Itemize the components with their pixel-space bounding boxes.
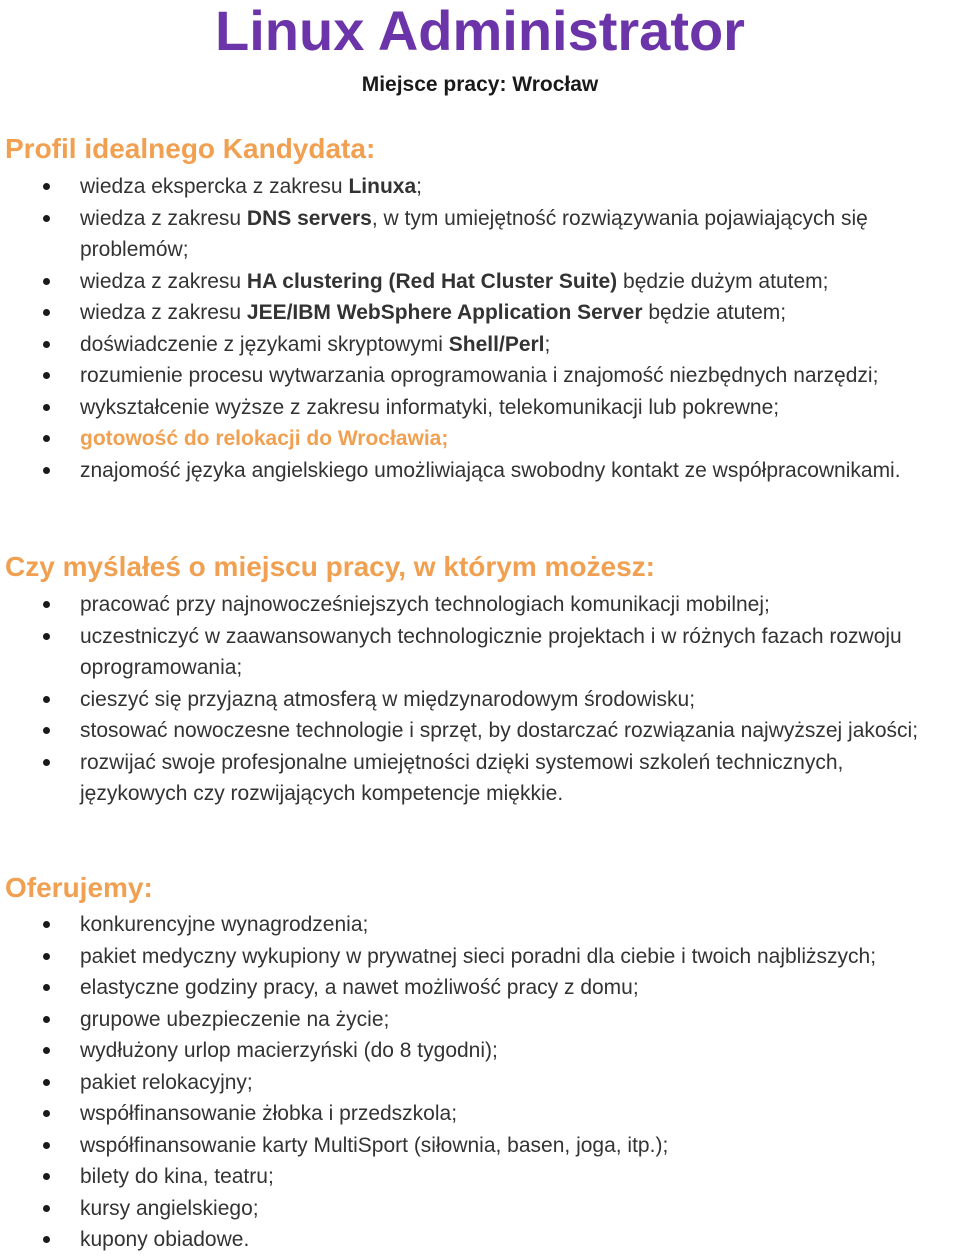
text-run: wiedza z zakresu	[80, 301, 247, 324]
emphasized-term: Shell/Perl	[448, 332, 545, 356]
text-run: wiedza z zakresu	[80, 206, 247, 230]
bullet-icon	[43, 309, 50, 316]
text-run: wydłużony urlop macierzyński (do 8 tygodni);	[80, 1039, 498, 1062]
list-item-text	[80, 1197, 259, 1220]
list-item-text	[80, 1228, 249, 1251]
section-heading-we-offer: Oferujemy:	[5, 872, 153, 903]
bullet-icon	[43, 215, 50, 222]
text-run: współfinansowanie żłobka i przedszkola;	[80, 1102, 458, 1125]
text-run: pakiet medyczny wykupiony w prywatnej sieci poradni dla ciebie i twoich najbliższych;	[80, 944, 877, 968]
list-item-text	[80, 427, 448, 450]
text-run: stosować nowoczesne technologie i sprzęt, by dostarczać rozwiązania najwyższej jakości;	[80, 719, 919, 742]
job-location: Miejsce pracy: Wrocław	[361, 73, 599, 96]
text-run: będzie atutem;	[642, 301, 787, 324]
list-item-text	[80, 1008, 389, 1031]
list-item-text	[80, 1165, 274, 1188]
emphasized-term: JEE/IBM WebSphere Application Server	[246, 301, 643, 324]
list-item	[0, 909, 960, 941]
text-run: gotowość do relokacji do Wrocławia;	[80, 427, 449, 450]
text-run: pakiet relokacyjny;	[80, 1070, 253, 1094]
bullet-icon	[43, 953, 50, 960]
list-item-text	[80, 688, 695, 711]
list-item-text	[80, 1134, 668, 1157]
list-item-text	[80, 625, 902, 680]
list-item-text	[80, 301, 786, 324]
list-item	[0, 171, 960, 203]
list-item-text	[80, 1071, 253, 1094]
list-item-text	[80, 1039, 498, 1062]
bullet-icon	[43, 372, 50, 379]
text-run: pracować przy najnowocześniejszych technologiach komunikacji mobilnej;	[80, 593, 770, 616]
list-item	[0, 203, 960, 266]
text-run: rozumienie procesu wytwarzania oprogramowania i znajomość niezbędnych narzędzi;	[80, 364, 879, 387]
text-run: elastyczne godziny pracy, a nawet możliwość pracy z domu;	[80, 976, 639, 999]
bullet-icon	[43, 921, 50, 928]
list-item-text	[80, 396, 779, 419]
text-run: wiedza z zakresu	[80, 269, 247, 293]
text-run: , w tym umiejętność rozwiązywania pojawiających się problemów;	[80, 206, 868, 261]
text-run: kursy angielskiego;	[80, 1196, 259, 1220]
bullet-icon	[43, 633, 50, 640]
section-heading-candidate-profile: Profil idealnego Kandydata:	[5, 133, 376, 164]
list-item	[0, 1224, 960, 1256]
list-item-text	[80, 751, 843, 806]
list-item	[0, 329, 960, 361]
list-item	[0, 715, 960, 747]
emphasized-term: Linuxa	[348, 175, 417, 198]
section-heading-workplace: Czy myślałeś o miejscu pracy, w którym możesz:	[5, 551, 655, 582]
list-item	[0, 589, 960, 621]
text-run: bilety do kina, teatru;	[80, 1165, 274, 1188]
list-item	[0, 941, 960, 973]
list-item-text	[80, 364, 878, 387]
bullet-icon	[43, 1173, 50, 1180]
list-item	[0, 747, 960, 810]
text-run: kupony obiadowe.	[80, 1228, 250, 1251]
bullet-icon	[43, 278, 50, 285]
text-run: wykształcenie wyższe z zakresu informatyki, telekomunikacji lub pokrewne;	[80, 395, 780, 419]
page-title: Linux Administrator	[215, 0, 745, 62]
bullet-icon	[43, 467, 50, 474]
list-item-text	[80, 913, 368, 936]
bullet-icon	[43, 1236, 50, 1243]
list-item-text	[80, 270, 828, 293]
list-item-text	[80, 459, 901, 482]
bullet-icon	[43, 1142, 50, 1149]
list-item-text	[80, 719, 918, 742]
candidate-profile-list	[0, 171, 960, 486]
list-item	[0, 972, 960, 1004]
list-item-text	[80, 976, 639, 999]
list-item	[0, 455, 960, 487]
workplace-list	[0, 589, 960, 810]
text-run: uczestniczyć w zaawansowanych technologicznie projektach i w różnych fazach rozwoju oprogramowania;	[80, 624, 902, 679]
bullet-icon	[43, 1110, 50, 1117]
bullet-icon	[43, 1205, 50, 1212]
list-item	[0, 360, 960, 392]
bullet-icon	[43, 727, 50, 734]
list-item	[0, 1035, 960, 1067]
list-item-text	[80, 945, 876, 968]
bullet-icon	[43, 759, 50, 766]
bullet-icon	[43, 341, 50, 348]
bullet-icon	[43, 1016, 50, 1023]
bullet-icon	[43, 404, 50, 411]
text-run: ;	[544, 332, 551, 356]
list-item	[0, 297, 960, 329]
list-item-text	[80, 1102, 457, 1125]
list-item	[0, 1193, 960, 1225]
text-run: współfinansowanie karty MultiSport (siłownia, basen, joga, itp.);	[80, 1133, 669, 1157]
list-item-text	[80, 175, 422, 198]
list-item-text	[80, 333, 550, 356]
text-run: cieszyć się przyjazną atmosferą w międzynarodowym środowisku;	[80, 687, 696, 711]
bullet-icon	[43, 696, 50, 703]
text-run: wiedza ekspercka z zakresu	[80, 175, 349, 198]
bullet-icon	[43, 435, 50, 442]
text-run: znajomość języka angielskiego umożliwiająca swobodny kontakt ze współpracownikami.	[80, 458, 901, 482]
text-run: będzie dużym atutem;	[617, 269, 829, 293]
benefits-list	[0, 909, 960, 1256]
list-item-text	[80, 593, 770, 616]
list-item	[0, 1098, 960, 1130]
text-run: konkurencyjne wynagrodzenia;	[80, 913, 369, 936]
emphasized-term: HA clustering (Red Hat Cluster Suite)	[246, 269, 618, 293]
list-item	[0, 1004, 960, 1036]
text-run: doświadczenie z językami skryptowymi	[80, 332, 449, 356]
list-item	[0, 423, 960, 455]
list-item	[0, 392, 960, 424]
text-run: grupowe ubezpieczenie na życie;	[80, 1007, 390, 1031]
bullet-icon	[43, 183, 50, 190]
bullet-icon	[43, 1079, 50, 1086]
bullet-icon	[43, 601, 50, 608]
list-item	[0, 266, 960, 298]
list-item	[0, 1161, 960, 1193]
bullet-icon	[43, 1047, 50, 1054]
bullet-icon	[43, 984, 50, 991]
list-item	[0, 1130, 960, 1162]
list-item	[0, 621, 960, 684]
list-item	[0, 1067, 960, 1099]
list-item-text	[80, 207, 868, 262]
text-run: ;	[416, 175, 422, 198]
text-run: rozwijać swoje profesjonalne umiejętności dzięki systemowi szkoleń technicznych, językowych czy rozwijających kompetencje miękkie.	[80, 750, 844, 805]
list-item	[0, 684, 960, 716]
emphasized-term: DNS servers	[246, 206, 372, 230]
